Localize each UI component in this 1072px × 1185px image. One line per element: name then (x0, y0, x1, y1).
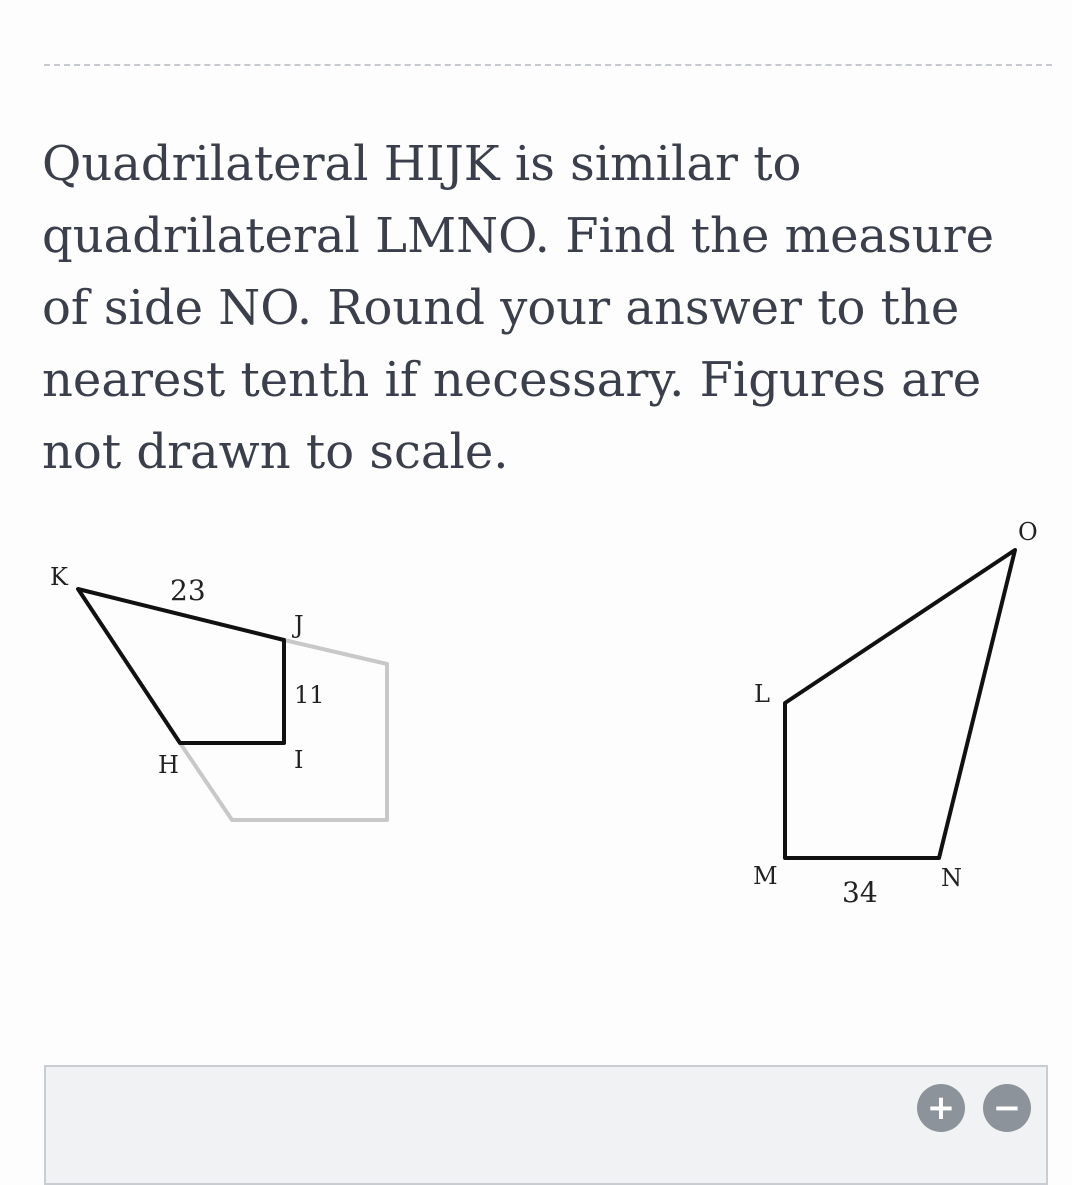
question-text: Quadrilateral HIJK is similar to quadrilateral LMNO. Find the measure of side NO. Round your answer to the nearest tenth if necessary. Figures are not drawn to scale. (42, 136, 995, 480)
vertex-label-i: I (294, 746, 304, 774)
side-label-mn: 34 (842, 876, 878, 909)
vertex-label-k: K (50, 563, 68, 591)
vertex-label-l: L (754, 680, 770, 708)
vertex-label-n: N (941, 864, 962, 892)
side-label-kj: 23 (170, 574, 206, 607)
zoom-out-button[interactable]: − (983, 1084, 1031, 1132)
vertex-label-m: M (753, 862, 778, 890)
vertex-label-h: H (158, 751, 179, 779)
quadrilateral-lmno (785, 550, 1015, 858)
figure-hijk (50, 563, 387, 820)
quadrilateral-hijk (78, 589, 284, 743)
vertex-label-o: O (1018, 518, 1038, 546)
answer-box[interactable] (44, 1065, 1048, 1185)
figure-lmno (753, 518, 1038, 909)
vertex-label-j: J (294, 611, 304, 639)
side-label-ji: 11 (294, 681, 325, 709)
zoom-in-button[interactable]: + (917, 1084, 965, 1132)
